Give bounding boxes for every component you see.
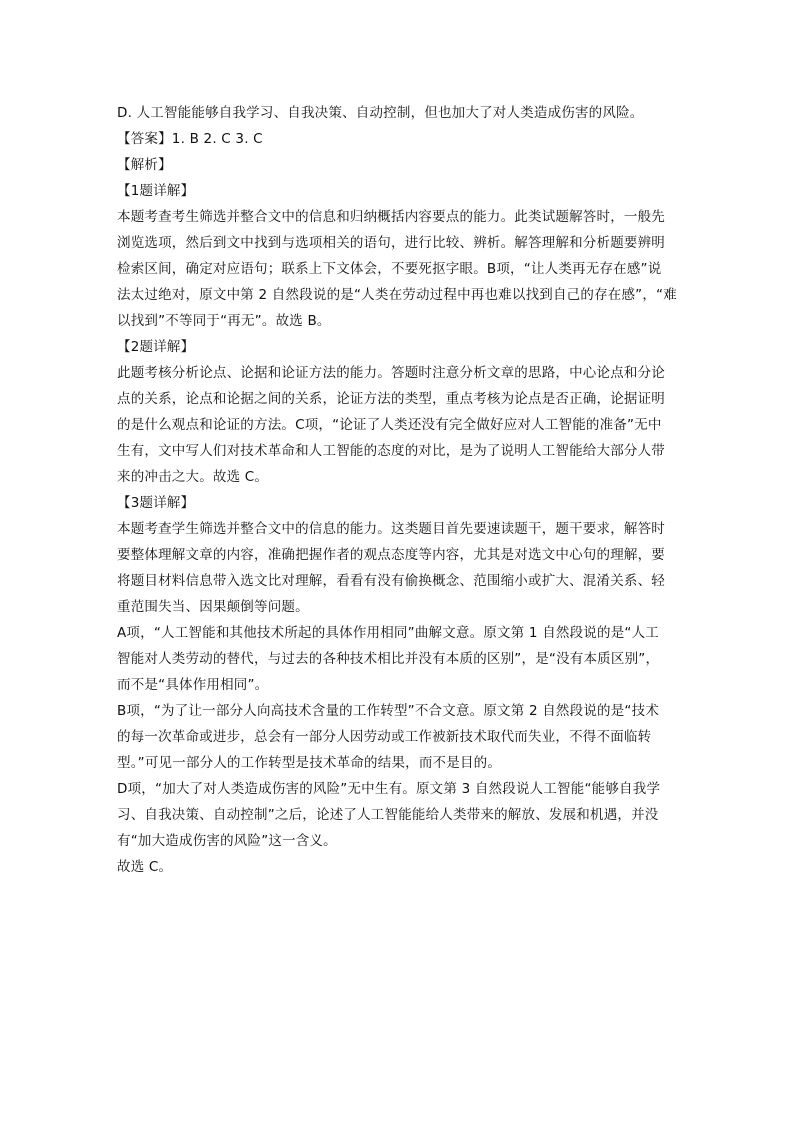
q2-section	[117, 334, 682, 490]
option-b-analysis-line: B项，“为了让一部分人向高技术含量的工作转型”不合文意。原文第 2 自然段说的是“技术	[117, 703, 660, 719]
option-a-analysis-line: A项，“人工智能和其他技术所起的具体作用相同”曲解文意。原文第 1 自然段说的是“人工	[117, 625, 659, 641]
paragraph-line: 将题目材料信息带入选文比对理解，看看有没有偷换概念、范围缩小或扩大、混淆关系、轻	[117, 573, 665, 589]
q3-conclusion: 故选 C。	[117, 859, 173, 875]
option-a-analysis-line: 而不是“具体作用相同”。	[117, 677, 269, 693]
paragraph-line: 本题考查学生筛选并整合文中的信息的能力。这类题目首先要速读题干，题干要求，解答时	[117, 521, 665, 537]
q1-section	[117, 178, 682, 334]
answer-line: 【答案】1. B 2. C 3. C	[117, 131, 263, 147]
document-page	[117, 100, 682, 880]
option-d-analysis-line: 习、自我决策、自动控制”之后，论述了人工智能能给人类带来的解放、发展和机遇，并没	[117, 807, 659, 823]
paragraph-line: 生有，文中写人们对技术革命和人工智能的态度的对比，是为了说明人工智能给大部分人带	[117, 443, 665, 459]
q1-heading: 【1题详解】	[117, 183, 195, 199]
paragraph-line: 法太过绝对，原文中第 2 自然段说的是“人类在劳动过程中再也难以找到自己的存在感”，“难	[117, 287, 677, 303]
option-d-text: D. 人工智能能够自我学习、自我决策、自动控制，但也加大了对人类造成伤害的风险。	[117, 105, 644, 121]
analysis-heading: 【解析】	[117, 157, 172, 173]
paragraph-line: 来的冲击之大。故选 C。	[117, 469, 269, 485]
paragraph-line: 浏览选项，然后到文中找到与选项相关的语句，进行比较、辨析。解答理解和分析题要辨明	[117, 235, 665, 251]
option-d-analysis-line: 有“加大造成伤害的风险”这一含义。	[117, 833, 337, 849]
paragraph-line: 此题考核分析论点、论据和论证方法的能力。答题时注意分析文章的思路，中心论点和分论	[117, 365, 665, 381]
option-a-analysis-line: 智能对人类劳动的替代，与过去的各种技术相比并没有本质的区别”，是“没有本质区别”，	[117, 651, 660, 667]
option-b-analysis-line: 型。”可见一部分人的工作转型是技术革命的结果，而不是目的。	[117, 755, 502, 771]
paragraph-line: 重范围失当、因果颠倒等问题。	[117, 599, 309, 615]
paragraph-line: 本题考查考生筛选并整合文中的信息和归纳概括内容要点的能力。此类试题解答时，一般先	[117, 209, 665, 225]
paragraph-line: 以找到”不等同于“再无”。故选 B。	[117, 313, 331, 329]
q2-heading: 【2题详解】	[117, 339, 195, 355]
paragraph-line: 检索区间，确定对应语句；联系上下文体会，不要死抠字眼。B项，“让人类再无存在感”说	[117, 261, 662, 277]
paragraph-line: 点的关系，论点和论据之间的关系，论证方法的类型，重点考核为论点是否正确，论据证明	[117, 391, 665, 407]
q3-heading: 【3题详解】	[117, 495, 195, 511]
option-d-analysis-line: D项，“加大了对人类造成伤害的风险”无中生有。原文第 3 自然段说人工智能“能够自我学	[117, 781, 661, 797]
q3-section	[117, 490, 682, 880]
option-b-analysis-line: 的每一次革命或进步，总会有一部分人因劳动或工作被新技术取代而失业，不得不面临转	[117, 729, 652, 745]
paragraph-line: 的是什么观点和论证的方法。C项，“论证了人类还没有完全做好应对人工智能的准备”无中	[117, 417, 662, 433]
paragraph-line: 要整体理解文章的内容，准确把握作者的观点态度等内容，尤其是对选文中心句的理解，要	[117, 547, 665, 563]
